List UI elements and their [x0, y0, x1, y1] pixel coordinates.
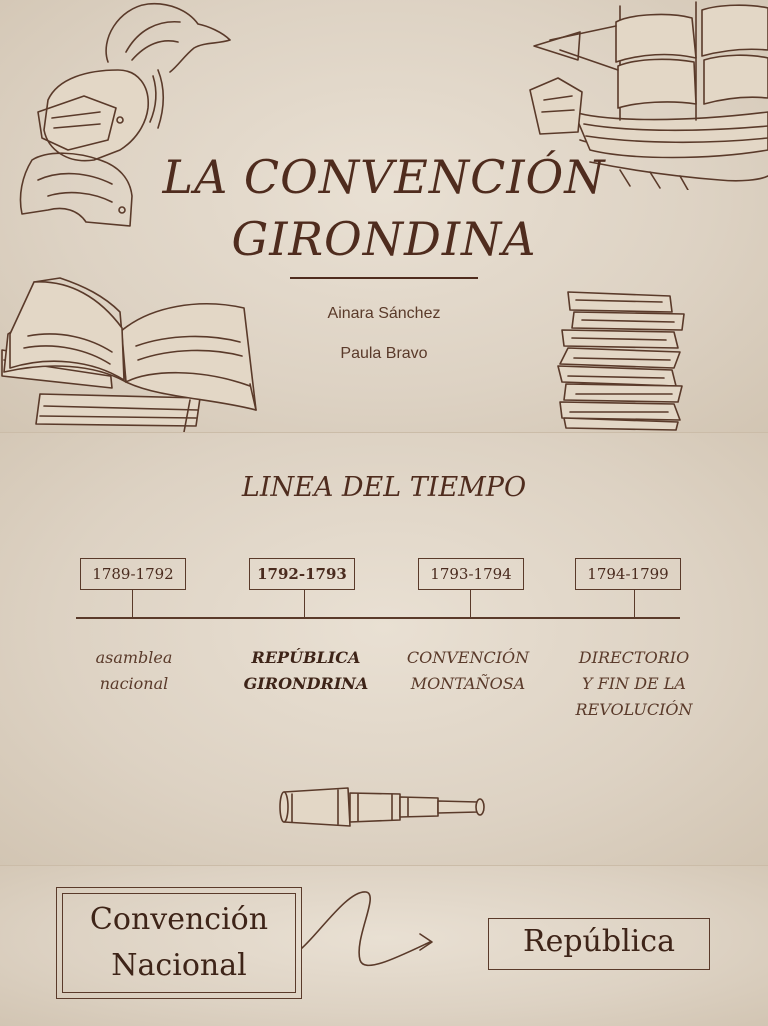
- period-label-1-line-1: asamblea: [95, 648, 173, 667]
- period-label-1: [64, 645, 204, 697]
- timeline-tick: [304, 590, 305, 617]
- period-years-3: 1793-1794: [418, 558, 524, 590]
- period-label-2-line-1: REPÚBLICA: [251, 648, 361, 667]
- title-line-2: GIRONDINA: [231, 212, 537, 266]
- timeline-tick: [634, 590, 635, 617]
- period-label-4-line-1: DIRECTORIO: [578, 648, 690, 667]
- spyglass-icon: [278, 784, 490, 832]
- squiggle-arrow-icon: [300, 884, 440, 976]
- period-label-3-line-2: MONTAÑOSA: [410, 674, 526, 693]
- period-years-1: 1789-1792: [80, 558, 186, 590]
- author-1: Ainara Sánchez: [327, 305, 441, 322]
- timeline-heading: LINEA DEL TIEMPO: [241, 472, 527, 503]
- to-label: República: [523, 924, 675, 959]
- title-line-1: LA CONVENCIÓN: [162, 150, 606, 204]
- period-years-4: 1794-1799: [575, 558, 681, 590]
- period-label-1-line-2: nacional: [99, 674, 169, 693]
- book-stack-icon: [554, 290, 688, 432]
- period-label-3-line-1: CONVENCIÓN: [406, 648, 530, 667]
- title-underline: [290, 277, 478, 279]
- period-label-4: [564, 645, 704, 723]
- timeline-axis: [76, 617, 680, 619]
- from-line-2: Nacional: [111, 948, 247, 983]
- from-line-1: Convención: [89, 902, 269, 937]
- period-label-3: [398, 645, 538, 697]
- period-years-2: 1792-1793: [249, 558, 355, 590]
- timeline-tick: [132, 590, 133, 617]
- period-label-2-line-2: GIRONDRINA: [243, 674, 369, 693]
- open-book-icon: [0, 276, 264, 432]
- period-label-4-line-2: Y FIN DE LA: [582, 674, 686, 693]
- author-2: Paula Bravo: [340, 345, 428, 362]
- period-label-2: [236, 645, 376, 697]
- period-label-4-line-3: REVOLUCIÓN: [575, 700, 693, 719]
- timeline-tick: [470, 590, 471, 617]
- cover-slide: [0, 0, 768, 432]
